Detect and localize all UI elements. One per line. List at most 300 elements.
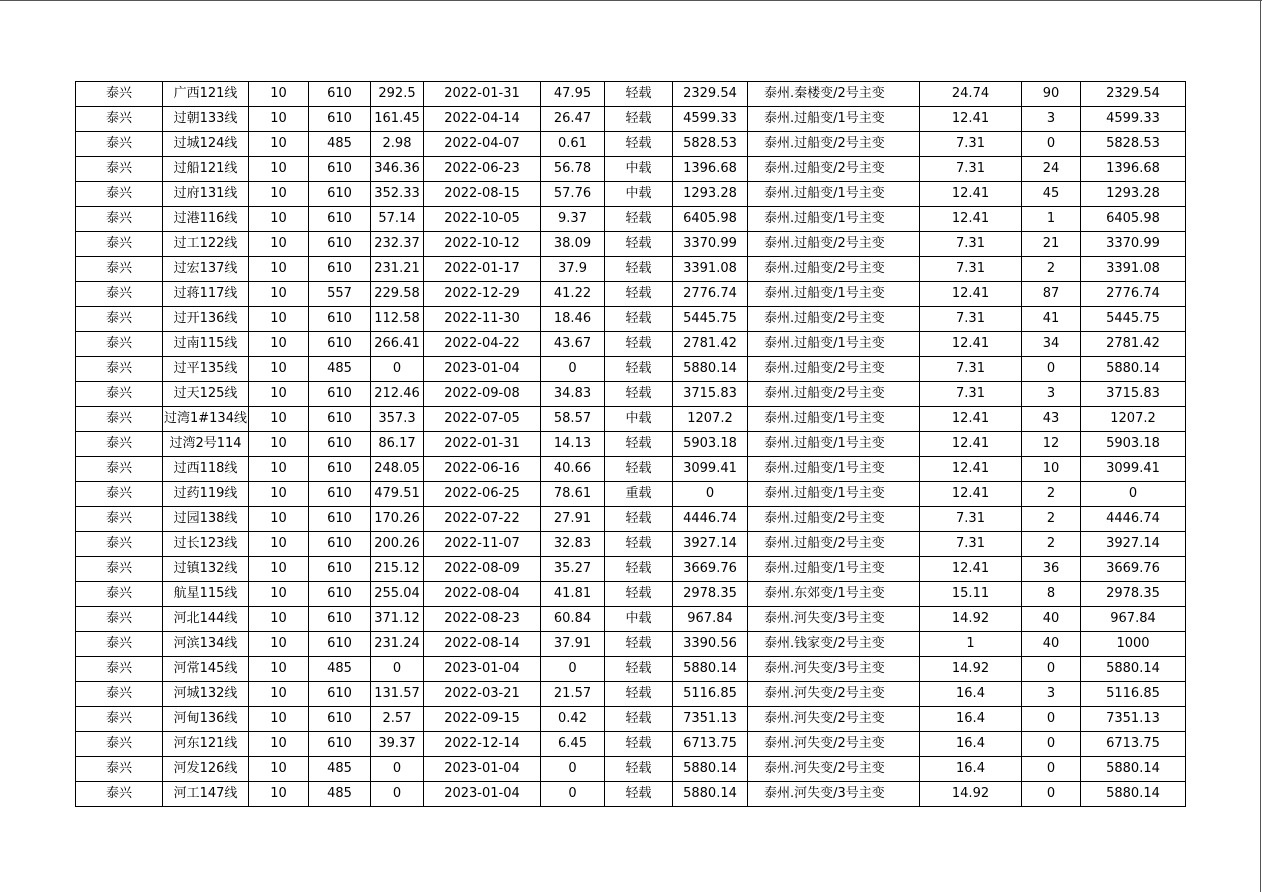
load-level-cell: 轻载 (605, 782, 673, 807)
capacity-cell: 610 (309, 582, 371, 607)
voltage-cell: 10 (249, 582, 309, 607)
transformer-rate-cell: 14.92 (920, 782, 1022, 807)
transformer-rate-cell: 12.41 (920, 182, 1022, 207)
available-capacity-cell: 2978.35 (673, 582, 748, 607)
load-level-cell: 轻载 (605, 657, 673, 682)
available-capacity-cell: 6405.98 (673, 207, 748, 232)
final-capacity-cell: 967.84 (1081, 607, 1186, 632)
capacity-cell: 610 (309, 432, 371, 457)
load-level-cell: 轻载 (605, 557, 673, 582)
table-row (76, 682, 1186, 707)
final-capacity-cell: 5880.14 (1081, 357, 1186, 382)
load-rate-cell: 0 (541, 757, 605, 782)
date-cell: 2022-03-21 (424, 682, 541, 707)
line-name-cell: 河滨134线 (163, 632, 249, 657)
voltage-cell: 10 (249, 157, 309, 182)
count-cell: 45 (1022, 182, 1081, 207)
max-current-cell: 231.24 (371, 632, 424, 657)
capacity-cell: 610 (309, 707, 371, 732)
substation-cell: 泰州.过船变/1号主变 (748, 482, 920, 507)
substation-cell: 泰州.过船变/2号主变 (748, 382, 920, 407)
count-cell: 43 (1022, 407, 1081, 432)
table-row (76, 432, 1186, 457)
line-name-cell: 过长123线 (163, 532, 249, 557)
date-cell: 2022-10-05 (424, 207, 541, 232)
voltage-cell: 10 (249, 407, 309, 432)
count-cell: 12 (1022, 432, 1081, 457)
count-cell: 0 (1022, 732, 1081, 757)
table-row (76, 707, 1186, 732)
final-capacity-cell: 5880.14 (1081, 782, 1186, 807)
table-row (76, 507, 1186, 532)
county-cell: 泰兴 (76, 482, 163, 507)
substation-cell: 泰州.河失变/2号主变 (748, 682, 920, 707)
capacity-cell: 610 (309, 307, 371, 332)
date-cell: 2022-11-30 (424, 307, 541, 332)
voltage-cell: 10 (249, 557, 309, 582)
transformer-rate-cell: 7.31 (920, 257, 1022, 282)
line-name-cell: 过园138线 (163, 507, 249, 532)
load-rate-cell: 0.42 (541, 707, 605, 732)
load-level-cell: 轻载 (605, 282, 673, 307)
max-current-cell: 248.05 (371, 457, 424, 482)
voltage-cell: 10 (249, 307, 309, 332)
max-current-cell: 39.37 (371, 732, 424, 757)
load-rate-cell: 35.27 (541, 557, 605, 582)
date-cell: 2022-06-16 (424, 457, 541, 482)
count-cell: 90 (1022, 82, 1081, 107)
final-capacity-cell: 4446.74 (1081, 507, 1186, 532)
voltage-cell: 10 (249, 782, 309, 807)
available-capacity-cell: 2329.54 (673, 82, 748, 107)
substation-cell: 泰州.过船变/2号主变 (748, 257, 920, 282)
date-cell: 2022-07-22 (424, 507, 541, 532)
count-cell: 34 (1022, 332, 1081, 357)
final-capacity-cell: 3927.14 (1081, 532, 1186, 557)
county-cell: 泰兴 (76, 532, 163, 557)
final-capacity-cell: 6405.98 (1081, 207, 1186, 232)
capacity-cell: 610 (309, 632, 371, 657)
line-name-cell: 过朝133线 (163, 107, 249, 132)
transformer-rate-cell: 16.4 (920, 732, 1022, 757)
date-cell: 2023-01-04 (424, 357, 541, 382)
final-capacity-cell: 5880.14 (1081, 657, 1186, 682)
transformer-rate-cell: 12.41 (920, 432, 1022, 457)
count-cell: 24 (1022, 157, 1081, 182)
county-cell: 泰兴 (76, 107, 163, 132)
max-current-cell: 2.98 (371, 132, 424, 157)
substation-cell: 泰州.过船变/1号主变 (748, 557, 920, 582)
table-row (76, 557, 1186, 582)
count-cell: 1 (1022, 207, 1081, 232)
county-cell: 泰兴 (76, 132, 163, 157)
count-cell: 40 (1022, 607, 1081, 632)
load-level-cell: 轻载 (605, 82, 673, 107)
capacity-cell: 557 (309, 282, 371, 307)
max-current-cell: 231.21 (371, 257, 424, 282)
voltage-cell: 10 (249, 707, 309, 732)
line-name-cell: 过府131线 (163, 182, 249, 207)
load-rate-cell: 38.09 (541, 232, 605, 257)
load-level-cell: 重载 (605, 482, 673, 507)
load-rate-cell: 27.91 (541, 507, 605, 532)
count-cell: 41 (1022, 307, 1081, 332)
available-capacity-cell: 3927.14 (673, 532, 748, 557)
count-cell: 3 (1022, 107, 1081, 132)
line-name-cell: 河常145线 (163, 657, 249, 682)
substation-cell: 泰州.钱家变/2号主变 (748, 632, 920, 657)
final-capacity-cell: 0 (1081, 482, 1186, 507)
available-capacity-cell: 3391.08 (673, 257, 748, 282)
line-name-cell: 过天125线 (163, 382, 249, 407)
final-capacity-cell: 5116.85 (1081, 682, 1186, 707)
line-name-cell: 过平135线 (163, 357, 249, 382)
date-cell: 2022-07-05 (424, 407, 541, 432)
line-name-cell: 航星115线 (163, 582, 249, 607)
voltage-cell: 10 (249, 757, 309, 782)
transformer-rate-cell: 12.41 (920, 457, 1022, 482)
count-cell: 87 (1022, 282, 1081, 307)
county-cell: 泰兴 (76, 307, 163, 332)
voltage-cell: 10 (249, 532, 309, 557)
available-capacity-cell: 6713.75 (673, 732, 748, 757)
count-cell: 0 (1022, 757, 1081, 782)
available-capacity-cell: 3715.83 (673, 382, 748, 407)
capacity-cell: 610 (309, 182, 371, 207)
county-cell: 泰兴 (76, 332, 163, 357)
available-capacity-cell: 5880.14 (673, 657, 748, 682)
load-rate-cell: 43.67 (541, 332, 605, 357)
available-capacity-cell: 5116.85 (673, 682, 748, 707)
page-border-top (0, 0, 1262, 1)
substation-cell: 泰州.过船变/2号主变 (748, 532, 920, 557)
substation-cell: 泰州.过船变/1号主变 (748, 457, 920, 482)
capacity-cell: 610 (309, 507, 371, 532)
capacity-cell: 610 (309, 732, 371, 757)
load-level-cell: 轻载 (605, 707, 673, 732)
transformer-rate-cell: 7.31 (920, 382, 1022, 407)
max-current-cell: 266.41 (371, 332, 424, 357)
table-row (76, 82, 1186, 107)
county-cell: 泰兴 (76, 707, 163, 732)
load-rate-cell: 6.45 (541, 732, 605, 757)
substation-cell: 泰州.过船变/2号主变 (748, 132, 920, 157)
voltage-cell: 10 (249, 682, 309, 707)
substation-cell: 泰州.过船变/1号主变 (748, 107, 920, 132)
load-level-cell: 轻载 (605, 382, 673, 407)
line-name-cell: 过南115线 (163, 332, 249, 357)
county-cell: 泰兴 (76, 657, 163, 682)
max-current-cell: 212.46 (371, 382, 424, 407)
capacity-cell: 610 (309, 682, 371, 707)
count-cell: 2 (1022, 507, 1081, 532)
transformer-rate-cell: 14.92 (920, 657, 1022, 682)
available-capacity-cell: 4599.33 (673, 107, 748, 132)
date-cell: 2022-06-23 (424, 157, 541, 182)
count-cell: 36 (1022, 557, 1081, 582)
max-current-cell: 200.26 (371, 532, 424, 557)
final-capacity-cell: 2978.35 (1081, 582, 1186, 607)
table-row (76, 482, 1186, 507)
count-cell: 2 (1022, 257, 1081, 282)
voltage-cell: 10 (249, 432, 309, 457)
line-name-cell: 河北144线 (163, 607, 249, 632)
final-capacity-cell: 5903.18 (1081, 432, 1186, 457)
voltage-cell: 10 (249, 732, 309, 757)
table-row (76, 207, 1186, 232)
count-cell: 2 (1022, 532, 1081, 557)
county-cell: 泰兴 (76, 557, 163, 582)
county-cell: 泰兴 (76, 457, 163, 482)
line-name-cell: 过船121线 (163, 157, 249, 182)
count-cell: 2 (1022, 482, 1081, 507)
max-current-cell: 57.14 (371, 207, 424, 232)
count-cell: 0 (1022, 782, 1081, 807)
load-level-cell: 轻载 (605, 507, 673, 532)
line-name-cell: 河工147线 (163, 782, 249, 807)
available-capacity-cell: 5880.14 (673, 782, 748, 807)
load-rate-cell: 32.83 (541, 532, 605, 557)
load-rate-cell: 0 (541, 657, 605, 682)
transformer-rate-cell: 1 (920, 632, 1022, 657)
line-name-cell: 河甸136线 (163, 707, 249, 732)
capacity-cell: 610 (309, 382, 371, 407)
capacity-cell: 610 (309, 82, 371, 107)
available-capacity-cell: 5880.14 (673, 757, 748, 782)
capacity-cell: 485 (309, 657, 371, 682)
available-capacity-cell: 5445.75 (673, 307, 748, 332)
load-level-cell: 轻载 (605, 582, 673, 607)
date-cell: 2022-09-15 (424, 707, 541, 732)
voltage-cell: 10 (249, 232, 309, 257)
voltage-cell: 10 (249, 257, 309, 282)
load-rate-cell: 14.13 (541, 432, 605, 457)
voltage-cell: 10 (249, 132, 309, 157)
voltage-cell: 10 (249, 207, 309, 232)
max-current-cell: 0 (371, 357, 424, 382)
date-cell: 2022-10-12 (424, 232, 541, 257)
load-rate-cell: 0 (541, 357, 605, 382)
count-cell: 0 (1022, 132, 1081, 157)
line-name-cell: 过西118线 (163, 457, 249, 482)
capacity-cell: 485 (309, 782, 371, 807)
final-capacity-cell: 3391.08 (1081, 257, 1186, 282)
available-capacity-cell: 0 (673, 482, 748, 507)
date-cell: 2022-08-04 (424, 582, 541, 607)
voltage-cell: 10 (249, 357, 309, 382)
line-name-cell: 过港116线 (163, 207, 249, 232)
max-current-cell: 255.04 (371, 582, 424, 607)
county-cell: 泰兴 (76, 432, 163, 457)
load-rate-cell: 37.91 (541, 632, 605, 657)
capacity-cell: 610 (309, 482, 371, 507)
date-cell: 2022-04-07 (424, 132, 541, 157)
county-cell: 泰兴 (76, 232, 163, 257)
transformer-rate-cell: 16.4 (920, 757, 1022, 782)
table-row (76, 782, 1186, 807)
substation-cell: 泰州.河失变/3号主变 (748, 782, 920, 807)
load-rate-cell: 18.46 (541, 307, 605, 332)
line-name-cell: 河城132线 (163, 682, 249, 707)
date-cell: 2022-12-14 (424, 732, 541, 757)
table-row (76, 757, 1186, 782)
load-rate-cell: 56.78 (541, 157, 605, 182)
line-name-cell: 过工122线 (163, 232, 249, 257)
transformer-rate-cell: 12.41 (920, 332, 1022, 357)
load-rate-cell: 9.37 (541, 207, 605, 232)
capacity-cell: 610 (309, 257, 371, 282)
voltage-cell: 10 (249, 382, 309, 407)
table-row (76, 382, 1186, 407)
load-rate-cell: 26.47 (541, 107, 605, 132)
final-capacity-cell: 7351.13 (1081, 707, 1186, 732)
table-row (76, 732, 1186, 757)
transformer-rate-cell: 7.31 (920, 157, 1022, 182)
count-cell: 21 (1022, 232, 1081, 257)
date-cell: 2023-01-04 (424, 757, 541, 782)
load-level-cell: 轻载 (605, 632, 673, 657)
max-current-cell: 161.45 (371, 107, 424, 132)
load-level-cell: 中载 (605, 407, 673, 432)
transformer-rate-cell: 16.4 (920, 682, 1022, 707)
transformer-rate-cell: 7.31 (920, 357, 1022, 382)
substation-cell: 泰州.过船变/2号主变 (748, 307, 920, 332)
line-name-cell: 过湾2号114 (163, 432, 249, 457)
count-cell: 3 (1022, 682, 1081, 707)
capacity-cell: 610 (309, 107, 371, 132)
final-capacity-cell: 3669.76 (1081, 557, 1186, 582)
voltage-cell: 10 (249, 332, 309, 357)
load-level-cell: 轻载 (605, 732, 673, 757)
substation-cell: 泰州.河失变/3号主变 (748, 657, 920, 682)
line-name-cell: 广西121线 (163, 82, 249, 107)
county-cell: 泰兴 (76, 507, 163, 532)
load-level-cell: 中载 (605, 607, 673, 632)
load-rate-cell: 0.61 (541, 132, 605, 157)
table-row (76, 357, 1186, 382)
voltage-cell: 10 (249, 107, 309, 132)
available-capacity-cell: 3370.99 (673, 232, 748, 257)
substation-cell: 泰州.过船变/1号主变 (748, 432, 920, 457)
final-capacity-cell: 5828.53 (1081, 132, 1186, 157)
capacity-cell: 485 (309, 357, 371, 382)
load-rate-cell: 0 (541, 782, 605, 807)
county-cell: 泰兴 (76, 782, 163, 807)
date-cell: 2022-08-14 (424, 632, 541, 657)
transformer-rate-cell: 7.31 (920, 532, 1022, 557)
transformer-rate-cell: 12.41 (920, 482, 1022, 507)
capacity-cell: 610 (309, 557, 371, 582)
count-cell: 0 (1022, 657, 1081, 682)
voltage-cell: 10 (249, 482, 309, 507)
count-cell: 10 (1022, 457, 1081, 482)
voltage-cell: 10 (249, 182, 309, 207)
load-level-cell: 中载 (605, 182, 673, 207)
substation-cell: 泰州.东郊变/1号主变 (748, 582, 920, 607)
final-capacity-cell: 3099.41 (1081, 457, 1186, 482)
date-cell: 2022-11-07 (424, 532, 541, 557)
substation-cell: 泰州.过船变/1号主变 (748, 407, 920, 432)
max-current-cell: 479.51 (371, 482, 424, 507)
table-row (76, 257, 1186, 282)
line-name-cell: 过宏137线 (163, 257, 249, 282)
substation-cell: 泰州.过船变/2号主变 (748, 232, 920, 257)
voltage-cell: 10 (249, 457, 309, 482)
max-current-cell: 112.58 (371, 307, 424, 332)
load-rate-cell: 40.66 (541, 457, 605, 482)
load-level-cell: 轻载 (605, 432, 673, 457)
line-name-cell: 过城124线 (163, 132, 249, 157)
page-border-right (1260, 0, 1261, 892)
table-row (76, 307, 1186, 332)
final-capacity-cell: 1207.2 (1081, 407, 1186, 432)
table-row (76, 132, 1186, 157)
transformer-rate-cell: 16.4 (920, 707, 1022, 732)
capacity-cell: 610 (309, 157, 371, 182)
available-capacity-cell: 4446.74 (673, 507, 748, 532)
table-row (76, 407, 1186, 432)
date-cell: 2023-01-04 (424, 782, 541, 807)
substation-cell: 泰州.过船变/1号主变 (748, 207, 920, 232)
voltage-cell: 10 (249, 657, 309, 682)
max-current-cell: 371.12 (371, 607, 424, 632)
final-capacity-cell: 5880.14 (1081, 757, 1186, 782)
line-name-cell: 过镇132线 (163, 557, 249, 582)
county-cell: 泰兴 (76, 382, 163, 407)
capacity-cell: 610 (309, 457, 371, 482)
table-row (76, 282, 1186, 307)
count-cell: 8 (1022, 582, 1081, 607)
load-rate-cell: 47.95 (541, 82, 605, 107)
max-current-cell: 352.33 (371, 182, 424, 207)
table-row (76, 657, 1186, 682)
date-cell: 2022-01-31 (424, 82, 541, 107)
available-capacity-cell: 5903.18 (673, 432, 748, 457)
voltage-cell: 10 (249, 632, 309, 657)
county-cell: 泰兴 (76, 257, 163, 282)
substation-cell: 泰州.河失变/2号主变 (748, 707, 920, 732)
substation-cell: 泰州.河失变/2号主变 (748, 757, 920, 782)
substation-cell: 泰州.河失变/2号主变 (748, 732, 920, 757)
date-cell: 2022-08-23 (424, 607, 541, 632)
county-cell: 泰兴 (76, 357, 163, 382)
county-cell: 泰兴 (76, 607, 163, 632)
table-row (76, 582, 1186, 607)
voltage-cell: 10 (249, 282, 309, 307)
capacity-cell: 610 (309, 607, 371, 632)
available-capacity-cell: 1293.28 (673, 182, 748, 207)
table-row (76, 232, 1186, 257)
count-cell: 0 (1022, 707, 1081, 732)
county-cell: 泰兴 (76, 282, 163, 307)
available-capacity-cell: 1207.2 (673, 407, 748, 432)
county-cell: 泰兴 (76, 732, 163, 757)
line-name-cell: 过湾1#134线 (163, 407, 249, 432)
county-cell: 泰兴 (76, 582, 163, 607)
county-cell: 泰兴 (76, 207, 163, 232)
feeder-load-table (75, 81, 1186, 807)
capacity-cell: 485 (309, 757, 371, 782)
line-name-cell: 河发126线 (163, 757, 249, 782)
load-rate-cell: 34.83 (541, 382, 605, 407)
count-cell: 3 (1022, 382, 1081, 407)
max-current-cell: 86.17 (371, 432, 424, 457)
load-level-cell: 轻载 (605, 332, 673, 357)
transformer-rate-cell: 7.31 (920, 307, 1022, 332)
table-body (76, 82, 1186, 807)
load-rate-cell: 57.76 (541, 182, 605, 207)
available-capacity-cell: 3099.41 (673, 457, 748, 482)
